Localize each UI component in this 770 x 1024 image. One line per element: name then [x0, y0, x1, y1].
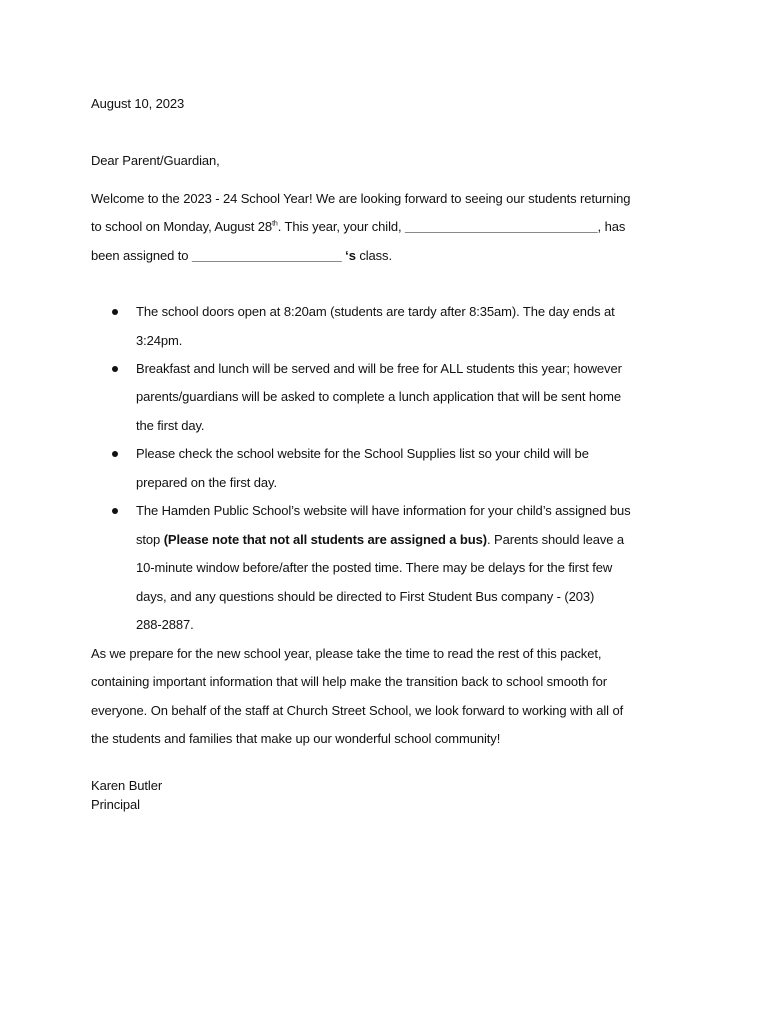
- bullet-2-line-1: Breakfast and lunch will be served and will be free for ALL students this year; however: [136, 361, 622, 376]
- bullet-4-line-2: [136, 532, 624, 548]
- bullet-dot: [112, 309, 118, 315]
- letter-date: August 10, 2023: [91, 96, 185, 111]
- bullet-4-line-4: days, and any questions should be directed to First Student Bus company - (203): [136, 589, 595, 604]
- bullet-3-line-2: prepared on the first day.: [136, 475, 277, 490]
- bullet-2-line-3: the first day.: [136, 418, 205, 433]
- intro-line-3-text-a: been assigned to: [91, 248, 192, 263]
- bullet-dot: [112, 508, 118, 514]
- intro-line-2: [91, 219, 625, 235]
- signature-name: Karen Butler: [91, 778, 163, 793]
- intro-line-3: [91, 248, 392, 264]
- bullet-4-line-2-text-b: . Parents should leave a: [486, 532, 625, 547]
- closing-line-4: the students and families that make up our wonderful school community!: [91, 731, 501, 746]
- closing-line-1: As we prepare for the new school year, please take the time to read the rest of this packet,: [91, 646, 602, 661]
- signature-title: Principal: [91, 797, 140, 812]
- bullet-4-line-2-text-a: stop: [136, 532, 164, 547]
- bullet-1-line-2: 3:24pm.: [136, 333, 183, 348]
- intro-line-2-text-b: . This year, your child,: [277, 219, 406, 234]
- bullet-dot: [112, 451, 118, 457]
- ordinal-suffix: th: [272, 220, 278, 228]
- intro-line-1: Welcome to the 2023 - 24 School Year! We are looking forward to seeing our students returning: [91, 191, 631, 206]
- salutation: Dear Parent/Guardian,: [91, 153, 220, 168]
- bullet-dot: [112, 366, 118, 372]
- bullet-3-line-1: Please check the school website for the School Supplies list so your child will be: [136, 446, 589, 461]
- bullet-2-line-2: parents/guardians will be asked to complete a lunch application that will be sent home: [136, 389, 621, 404]
- bullet-1-line-1: The school doors open at 8:20am (students are tardy after 8:35am). The day ends at: [136, 304, 615, 319]
- intro-line-3-text-c: class.: [355, 248, 392, 263]
- teacher-name-blank[interactable]: _____________________: [191, 248, 342, 263]
- child-name-blank[interactable]: ___________________________: [405, 219, 598, 234]
- intro-line-2-text-a: to school on Monday, August 28: [91, 219, 273, 234]
- bus-notice-bold: (Please note that not all students are assigned a bus): [163, 532, 487, 547]
- bullet-4-line-1: The Hamden Public School’s website will have information for your child’s assigned bus: [136, 503, 631, 518]
- closing-line-3: everyone. On behalf of the staff at Church Street School, we look forward to working with all of: [91, 703, 624, 718]
- possessive-mark: ‘s: [341, 248, 356, 263]
- closing-line-2: containing important information that will help make the transition back to school smooth for: [91, 674, 608, 689]
- intro-line-2-text-c: , has: [597, 219, 626, 234]
- bullet-4-line-5: 288-2887.: [136, 617, 194, 632]
- bullet-4-line-3: 10-minute window before/after the posted time. There may be delays for the first few: [136, 560, 613, 575]
